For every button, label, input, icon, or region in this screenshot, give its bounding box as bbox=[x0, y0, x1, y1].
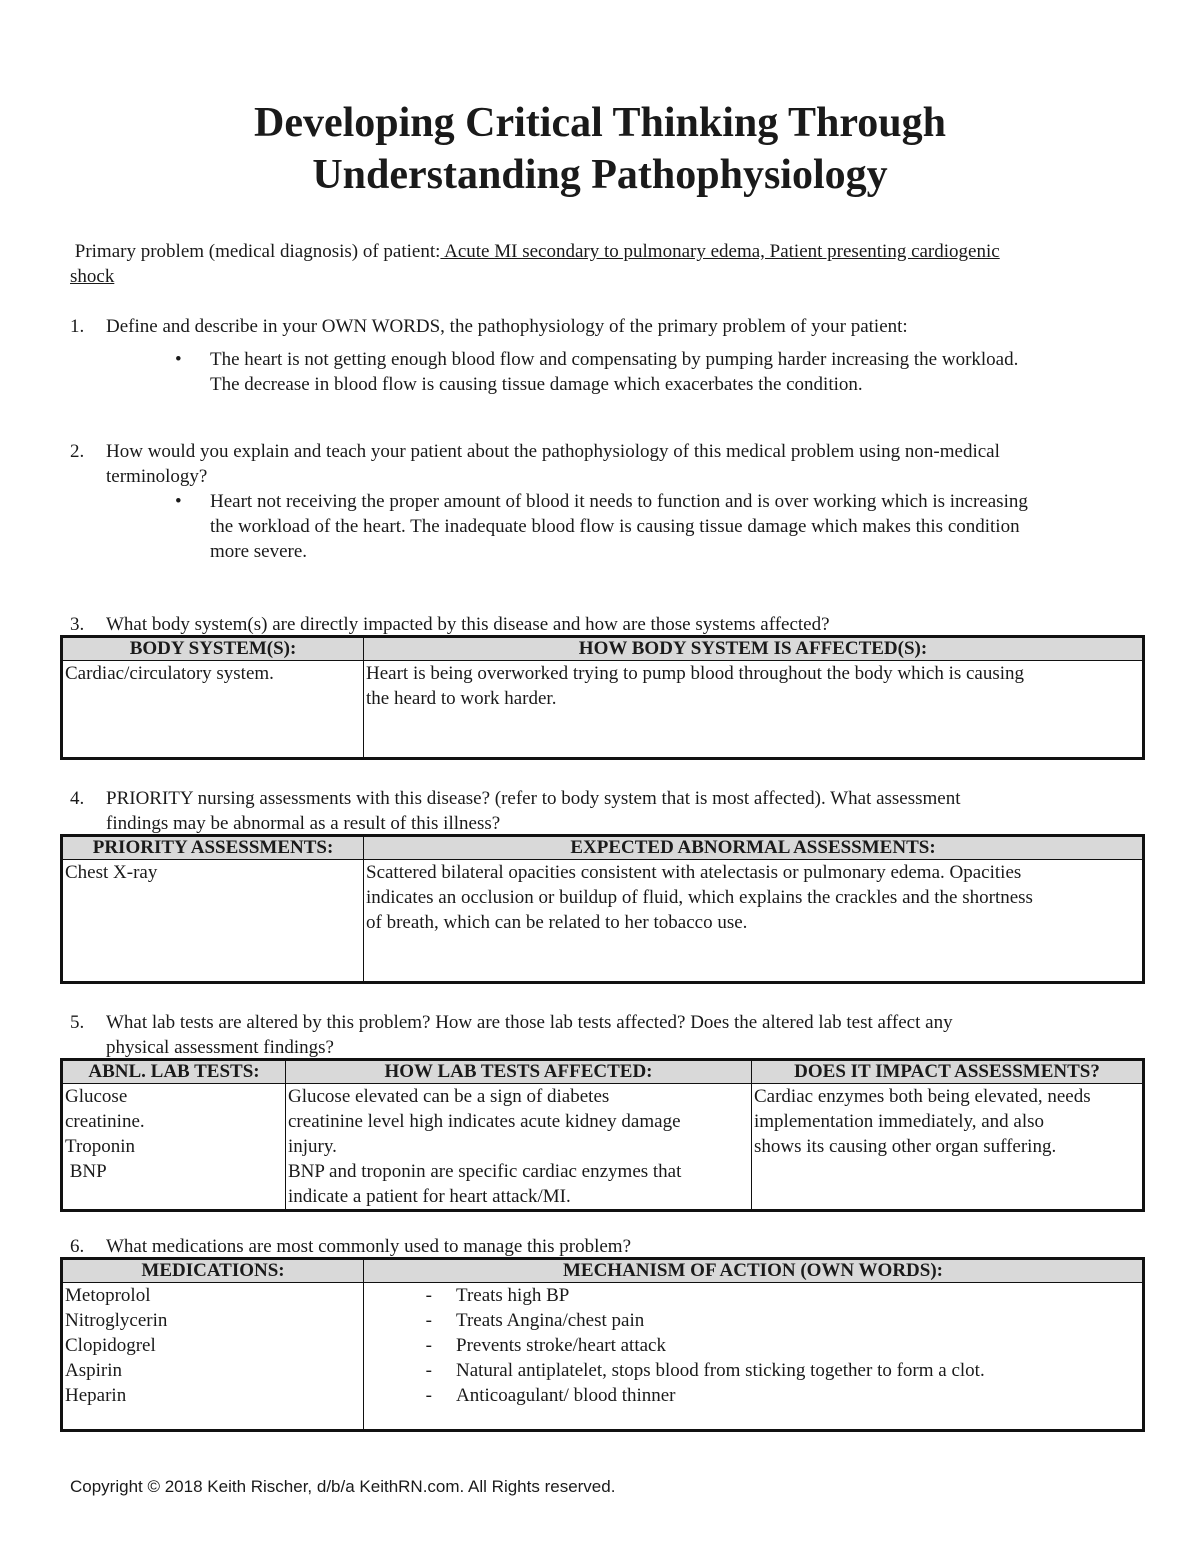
dash-icon: - bbox=[425, 1385, 432, 1406]
table-cell bbox=[62, 1084, 286, 1211]
cell-line: the heard to work harder. bbox=[366, 688, 557, 709]
question-5-number: 5. bbox=[70, 1012, 85, 1033]
cell-line: of breath, which can be related to her tobacco use. bbox=[366, 912, 748, 933]
cell-line: Treats high BP bbox=[456, 1285, 570, 1306]
question-4-line: findings may be abnormal as a result of this illness? bbox=[106, 813, 501, 834]
cell-line: indicates an occlusion or buildup of fluid, which explains the crackles and the shortness bbox=[366, 887, 1033, 908]
lab-tests-table bbox=[60, 1058, 1145, 1212]
question-4-text bbox=[106, 786, 961, 836]
cell-line: Aspirin bbox=[65, 1360, 122, 1381]
question-5-line: physical assessment findings? bbox=[106, 1037, 334, 1058]
question-3-number: 3. bbox=[70, 614, 85, 635]
table-header: BODY SYSTEM(S): bbox=[62, 637, 364, 661]
medications-table bbox=[60, 1257, 1145, 1432]
cell-line: Glucose elevated can be a sign of diabetes bbox=[288, 1086, 610, 1107]
table-header: HOW BODY SYSTEM IS AFFECTED(S): bbox=[364, 637, 1144, 661]
table-header: MEDICATIONS: bbox=[62, 1259, 364, 1283]
cell-line: implementation immediately, and also bbox=[754, 1111, 1045, 1132]
cell-line: Clopidogrel bbox=[65, 1335, 156, 1356]
question-3-text: What body system(s) are directly impacted by this disease and how are those systems affected? bbox=[106, 614, 830, 635]
dash-icon: - bbox=[425, 1335, 432, 1356]
title-line-2: Understanding Pathophysiology bbox=[312, 152, 888, 198]
answer-1-line: The decrease in blood flow is causing tissue damage which exacerbates the condition. bbox=[210, 374, 863, 395]
list-item bbox=[366, 1383, 1140, 1408]
answer-2-line: more severe. bbox=[210, 541, 308, 562]
question-5-line: What lab tests are altered by this problem? How are those lab tests affected? Does the altered lab test affect any bbox=[106, 1012, 953, 1033]
bullet-icon: • bbox=[175, 349, 182, 370]
primary-problem-value-cont: shock bbox=[70, 266, 115, 287]
cell-line: BNP and troponin are specific cardiac enzymes that bbox=[288, 1161, 682, 1182]
cell-line: Nitroglycerin bbox=[65, 1310, 168, 1331]
dash-icon: - bbox=[425, 1310, 432, 1331]
table-header: EXPECTED ABNORMAL ASSESSMENTS: bbox=[364, 836, 1144, 860]
answer-1 bbox=[210, 347, 1018, 397]
question-1-text: Define and describe in your OWN WORDS, the pathophysiology of the primary problem of your patient: bbox=[106, 316, 908, 337]
answer-2 bbox=[210, 489, 1028, 564]
table-cell bbox=[62, 1283, 364, 1431]
answer-1-line: The heart is not getting enough blood flow and compensating by pumping harder increasing the workload. bbox=[210, 349, 1019, 370]
table-header: PRIORITY ASSESSMENTS: bbox=[62, 836, 364, 860]
cell-line: Metoprolol bbox=[65, 1285, 151, 1306]
primary-problem-label: Primary problem (medical diagnosis) of patient: bbox=[74, 241, 441, 262]
table-cell bbox=[364, 661, 1144, 759]
question-2-text bbox=[106, 439, 1000, 489]
dash-icon: - bbox=[425, 1360, 432, 1381]
cell-line: Natural antiplatelet, stops blood from sticking together to form a clot. bbox=[456, 1360, 985, 1381]
cell-line: Scattered bilateral opacities consistent with atelectasis or pulmonary edema. Opacities bbox=[366, 862, 1022, 883]
table-cell: Cardiac/circulatory system. bbox=[62, 661, 364, 759]
table-cell bbox=[364, 860, 1144, 983]
cell-line: BNP bbox=[65, 1161, 107, 1182]
question-2-line: terminology? bbox=[106, 466, 208, 487]
primary-problem bbox=[70, 239, 1150, 289]
primary-problem-value: Acute MI secondary to pulmonary edema, Patient presenting cardiogenic bbox=[440, 241, 1000, 262]
cell-line: Glucose bbox=[65, 1086, 128, 1107]
list-item bbox=[366, 1333, 1140, 1358]
table-cell: Chest X-ray bbox=[62, 860, 364, 983]
page-title bbox=[0, 97, 1200, 201]
question-4-number: 4. bbox=[70, 788, 85, 809]
table-header: MECHANISM OF ACTION (OWN WORDS): bbox=[364, 1259, 1144, 1283]
dash-icon: - bbox=[425, 1285, 432, 1306]
cell-line: Heart is being overworked trying to pump blood throughout the body which is causing bbox=[366, 663, 1025, 684]
question-4-line: PRIORITY nursing assessments with this disease? (refer to body system that is most affected). What assessment bbox=[106, 788, 961, 809]
question-6-text: What medications are most commonly used to manage this problem? bbox=[106, 1236, 632, 1257]
table-header: HOW LAB TESTS AFFECTED: bbox=[286, 1060, 752, 1084]
question-6-number: 6. bbox=[70, 1236, 85, 1257]
title-line-1: Developing Critical Thinking Through bbox=[253, 100, 946, 146]
cell-line: shows its causing other organ suffering. bbox=[754, 1136, 1057, 1157]
list-item bbox=[366, 1358, 1140, 1383]
cell-line: Prevents stroke/heart attack bbox=[456, 1335, 666, 1356]
table-cell bbox=[752, 1084, 1144, 1211]
question-5-text bbox=[106, 1010, 953, 1060]
table-header: ABNL. LAB TESTS: bbox=[62, 1060, 286, 1084]
table-cell bbox=[364, 1283, 1144, 1431]
cell-line: Troponin bbox=[65, 1136, 136, 1157]
cell-line: Heparin bbox=[65, 1385, 127, 1406]
bullet-icon: • bbox=[175, 491, 182, 512]
list-item bbox=[366, 1308, 1140, 1333]
table-cell bbox=[286, 1084, 752, 1211]
question-1-number: 1. bbox=[70, 316, 85, 337]
question-2-number: 2. bbox=[70, 441, 85, 462]
list-item bbox=[366, 1283, 1140, 1308]
cell-line: Treats Angina/chest pain bbox=[456, 1310, 645, 1331]
cell-line: Cardiac enzymes both being elevated, needs bbox=[754, 1086, 1091, 1107]
cell-line: indicate a patient for heart attack/MI. bbox=[288, 1186, 571, 1207]
copyright-footer: Copyright © 2018 Keith Rischer, d/b/a KeithRN.com. All Rights reserved. bbox=[70, 1477, 616, 1496]
question-2-line: How would you explain and teach your patient about the pathophysiology of this medical problem using non-medical bbox=[106, 441, 1000, 462]
table-header: DOES IT IMPACT ASSESSMENTS? bbox=[752, 1060, 1144, 1084]
answer-2-line: Heart not receiving the proper amount of blood it needs to function and is over working which is increasing bbox=[210, 491, 1028, 512]
body-system-table bbox=[60, 635, 1145, 760]
cell-line: creatinine. bbox=[65, 1111, 145, 1132]
answer-2-line: the workload of the heart. The inadequate blood flow is causing tissue damage which makes this condition bbox=[210, 516, 1020, 537]
cell-line: creatinine level high indicates acute kidney damage bbox=[288, 1111, 681, 1132]
assessment-table bbox=[60, 834, 1145, 984]
cell-line: injury. bbox=[288, 1136, 337, 1157]
cell-line: Anticoagulant/ blood thinner bbox=[456, 1385, 676, 1406]
